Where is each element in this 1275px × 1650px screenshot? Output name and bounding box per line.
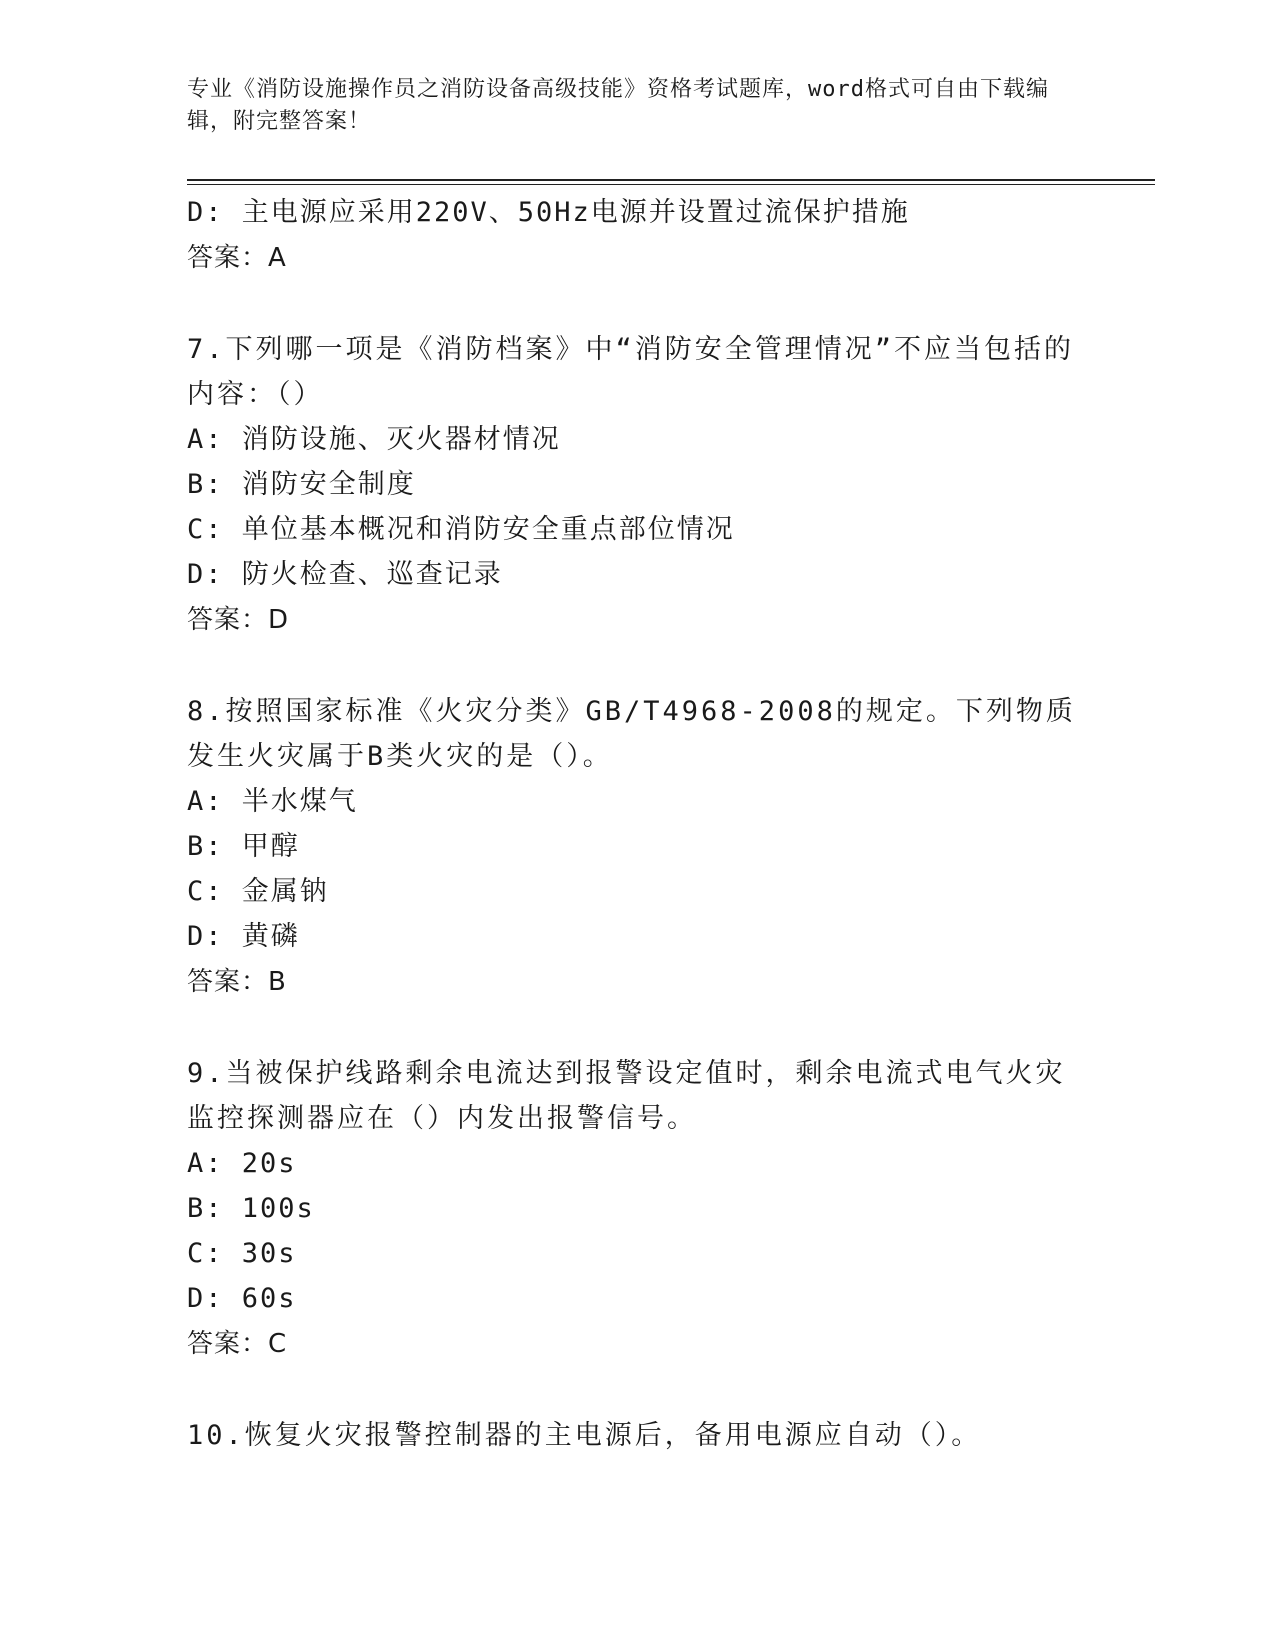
question-stem: 10.恢复火灾报警控制器的主电源后，备用电源应自动（）。 [187, 1420, 982, 1451]
header-divider-thick [187, 179, 1155, 181]
previous-question-tail [187, 190, 1087, 281]
question-10 [187, 1413, 1087, 1458]
option-d: D: 防火检查、巡查记录 [187, 559, 503, 590]
answer: 答案：C [187, 1329, 288, 1359]
question-stem: 7.下列哪一项是《消防档案》中“消防安全管理情况”不应当包括的内容：（） [187, 334, 1075, 410]
option-c: C: 单位基本概况和消防安全重点部位情况 [187, 514, 735, 545]
option-b: B: 甲醇 [187, 831, 300, 862]
question-content [187, 190, 1087, 1458]
option-a: A: 半水煤气 [187, 786, 358, 817]
option-c: C: 30s [187, 1238, 297, 1269]
question-7 [187, 327, 1087, 643]
option-d: D: 主电源应采用220V、50Hz电源并设置过流保护措施 [187, 197, 910, 228]
answer: 答案：B [187, 967, 287, 997]
option-b: B: 100s [187, 1193, 315, 1224]
option-a: A: 消防设施、灭火器材情况 [187, 424, 561, 455]
option-d: D: 黄磷 [187, 921, 300, 952]
option-a: A: 20s [187, 1148, 297, 1179]
option-d: D: 60s [187, 1283, 297, 1314]
question-8 [187, 689, 1087, 1005]
question-stem: 8.按照国家标准《火灾分类》GB/T4968-2008的规定。下列物质发生火灾属于B类火灾的是（）。 [187, 696, 1076, 772]
option-b: B: 消防安全制度 [187, 469, 416, 500]
option-c: C: 金属钠 [187, 876, 329, 907]
header-divider-thin [187, 184, 1155, 185]
answer: 答案：D [187, 605, 290, 635]
question-9 [187, 1051, 1087, 1367]
answer: 答案：A [187, 243, 287, 273]
question-stem: 9.当被保护线路剩余电流达到报警设定值时，剩余电流式电气火灾监控探测器应在（）内发出报警信号。 [187, 1058, 1066, 1134]
document-header: 专业《消防设施操作员之消防设备高级技能》资格考试题库，word格式可自由下载编辑，附完整答案！ [187, 77, 1049, 134]
